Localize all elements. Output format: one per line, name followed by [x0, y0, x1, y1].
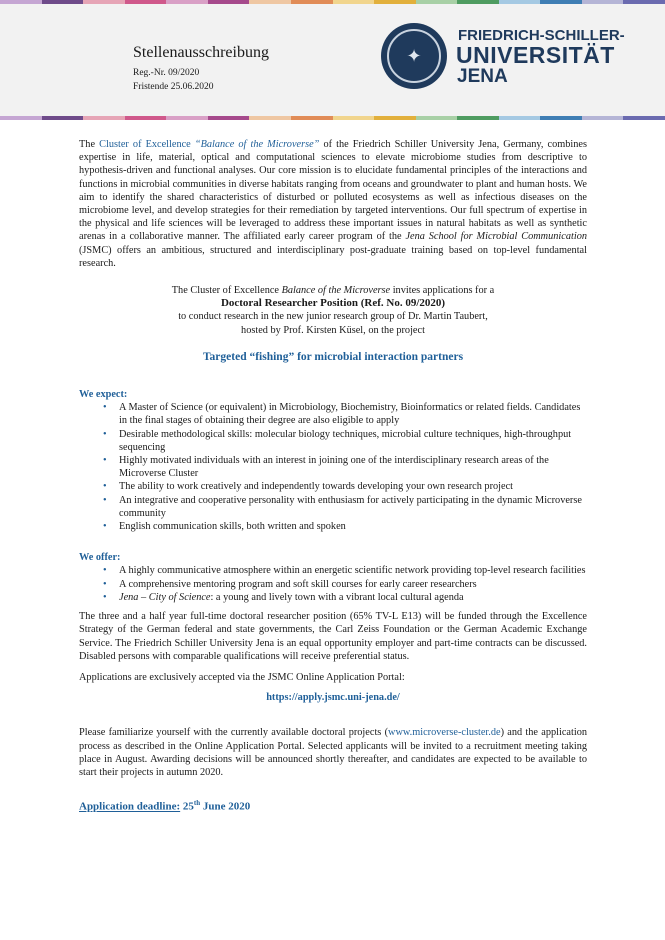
- header-deadline: Fristende 25.06.2020: [133, 82, 214, 92]
- logo-line-2: UNIVERSITÄT: [456, 42, 615, 68]
- list-item: • English communication skills, both written and spoken: [119, 520, 587, 533]
- stripe-segment: [540, 116, 582, 120]
- jsmc-name: Jena School for Microbial Communication: [405, 231, 587, 243]
- expect-list: [79, 401, 587, 533]
- logo-line-3: JENA: [457, 66, 508, 87]
- stripe-segment: [333, 116, 375, 120]
- stripe-segment: [83, 116, 125, 120]
- stripe-segment: [208, 116, 250, 120]
- position-block: The Cluster of Excellence Balance of the Microverse invites applications for a Doctoral Researcher Position (Ref. No. 09/2020) to conduct research in the new junior research group of Dr. Martin Taubert, hosted by Prof. Kirsten Küsel, on the project Targeted “fishing” for microbial interaction partners: [79, 284, 587, 364]
- stripe-segment: [457, 116, 499, 120]
- registration-number: Reg.-Nr. 09/2020: [133, 68, 200, 78]
- color-stripe-bottom: [0, 116, 665, 120]
- document-title: Stellenausschreibung: [133, 44, 269, 61]
- stripe-segment: [623, 116, 665, 120]
- offer-list: [79, 564, 587, 604]
- funding-paragraph: The three and a half year full-time doctoral researcher position (65% TV-L E13) will be funded through the Excellence Strategy of the German federal and state governments, the Carl Zeiss Foundation or the German Academic Exchange Service. The Friedrich Schiller University Jena is an equal opportunity employer and part-time contracts can be discussed. Disabled persons with comparable qualifications will receive preferential status.: [79, 611, 587, 662]
- stripe-segment: [374, 116, 416, 120]
- stripe-segment: [499, 116, 541, 120]
- expect-heading: We expect:: [79, 389, 128, 401]
- list-item: • Jena – City of Science: a young and lively town with a vibrant local cultural agenda: [119, 591, 587, 604]
- stripe-segment: [582, 116, 624, 120]
- bom-name: “Balance of the Microverse”: [194, 139, 320, 150]
- list-item: • Highly motivated individuals with an interest in joining one of the interdisciplinary research areas of the Microverse Cluster: [119, 454, 587, 480]
- familiarize-paragraph: Please familiarize yourself with the currently available doctoral projects (www.microverse-cluster.de) and the application process as described in the Online Application Portal. Selected applicants will be invited to a recruitment meeting taking place in August. Awarding decisions will be announced shortly thereafter, and candidates are expected to be available to start their projects in autumn 2020.: [79, 727, 587, 778]
- logo-line-1: FRIEDRICH-SCHILLER-: [458, 27, 625, 44]
- list-item: • A Master of Science (or equivalent) in Microbiology, Biochemistry, Bioinformatics or related fields. Candidates in the final stages of obtaining their degree are also eligible to apply: [119, 401, 587, 427]
- microverse-link[interactable]: www.microverse-cluster.de: [388, 727, 501, 739]
- offer-heading: We offer:: [79, 552, 121, 564]
- stripe-segment: [0, 116, 42, 120]
- stripe-segment: [166, 116, 208, 120]
- apply-text: Applications are exclusively accepted via the JSMC Online Application Portal:: [79, 671, 405, 683]
- stripe-segment: [249, 116, 291, 120]
- application-portal-link[interactable]: https://apply.jsmc.uni-jena.de/: [266, 692, 400, 704]
- stripe-segment: [125, 116, 167, 120]
- list-item: • Desirable methodological skills: molecular biology techniques, microbial culture techniques, high-throughput sequencing: [119, 428, 587, 454]
- list-item: • An integrative and cooperative personality with enthusiasm for actively participating in the dynamic Microverse community: [119, 494, 587, 520]
- cluster-name: Cluster of Excellence: [99, 139, 191, 150]
- position-title: Doctoral Researcher Position (Ref. No. 09/2020): [220, 297, 446, 310]
- stripe-segment: [42, 116, 84, 120]
- intro-paragraph: The Cluster of Excellence “Balance of the Microverse” of the Friedrich Schiller University Jena, Germany, combines expertise in life, material, optical and computational sciences to elevate microbiome studies from descriptive to hypothesis-driven and functional analyses. Our core mission is to elucidate fundamental principles of the interactions and functions in microbial communities in diverse habitats ranging from oceans and groundwater to plant and human hosts. We aim to identify the shared characteristics of disturbed or polluted ecosystems as well as infectious diseases on the microbiome level, and develop strategies for their remediation by targeted interventions. Our full spectrum of expertise in the physical and life sciences will be leveraged to address these important issues in natural habitats as well as synthetic arenas in a collaborative manner. The affiliated early career program of the Jena School for Microbial Communication (JSMC) offers an ambitious, structured and interdisciplinary post-graduate training based on top-level fundamental research.: [79, 139, 588, 269]
- list-item: • A comprehensive mentoring program and soft skill courses for early career researchers: [119, 578, 587, 591]
- university-seal-icon: ✦: [381, 23, 447, 89]
- list-item: • A highly communicative atmosphere within an energetic scientific network providing top-level research facilities: [119, 564, 587, 577]
- list-item: • The ability to work creatively and independently towards developing your own research project: [119, 480, 587, 493]
- document-body: [79, 138, 587, 814]
- project-title: Targeted “fishing” for microbial interaction partners: [202, 350, 464, 363]
- stripe-segment: [416, 116, 458, 120]
- stripe-segment: [291, 116, 333, 120]
- application-deadline: Application deadline: 25th June 2020: [79, 799, 251, 813]
